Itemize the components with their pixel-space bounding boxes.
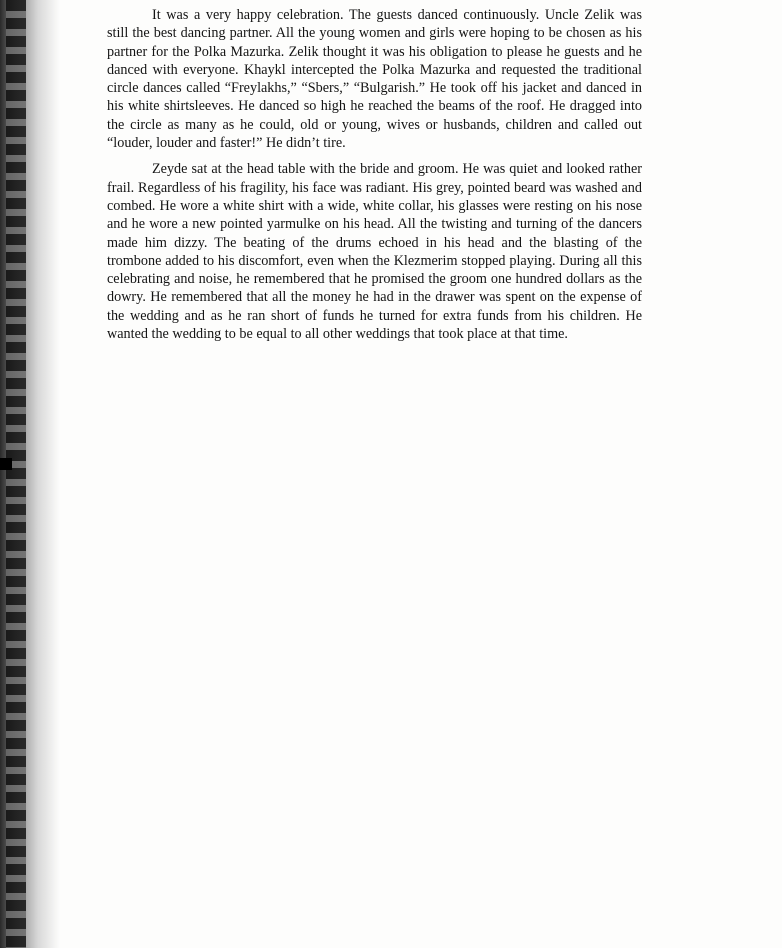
paragraph-zeyde: Zeyde sat at the head table with the bride and groom. He was quiet and looked rather frail. Regardless of his fragility, his face was radiant. His grey, pointed beard was washed and combed. He wore a white shirt with a wide, white collar, his glasses were resting on his nose and he wore a new pointed yarmulke on his head. All the twisting and turning of the dancers made him dizzy. The beating of the drums echoed in his head and the blasting of the trombone added to his discomfort, even when the Klezmerim stopped playing. During all this celebrating and noise, he remembered that he promised the groom one hundred dollars as the dowry. He remembered that all the money he had in the drawer was spent on the expense of the wedding and as he ran short of funds he turned for extra funds from his children. He wanted the wedding to be equal to all other weddings that took place at that time.	[107, 161, 642, 343]
paragraph-celebration: It was a very happy celebration. The guests danced continuously. Uncle Zelik was still the best dancing partner. All the young women and girls were hoping to be chosen as his partner for the Polka Mazurka. Zelik thought it was his obligation to please he guests and he danced with everyone. Khaykl intercepted the Polka Mazurka and requested the traditional circle dances called “Freylakhs,” “Sbers,” “Bulgarish.” He took off his jacket and danced in his white shirtsleeves. He danced so high he reached the beams of the roof. He dragged into the circle as many as he could, old or young, wives or husbands, children and called out “louder, louder and faster!” He didn’t tire.	[107, 7, 642, 152]
body-text	[107, 6, 642, 351]
binding-gap-mark	[0, 458, 12, 470]
binding-holes	[6, 0, 26, 948]
